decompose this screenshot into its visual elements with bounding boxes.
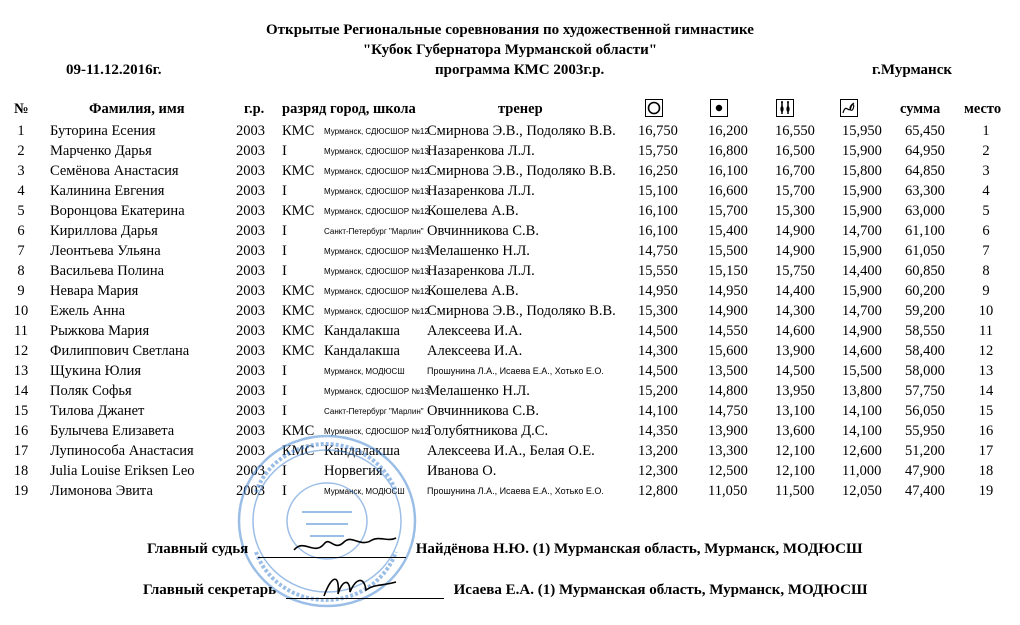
judge-signature — [290, 528, 400, 560]
cell-s2: 13,900 — [708, 423, 748, 439]
cell-rank: КМС — [282, 303, 315, 319]
cell-sum: 55,950 — [905, 423, 945, 439]
cell-num: 7 — [17, 243, 25, 259]
cell-name: Булычева Елизавета — [50, 423, 175, 439]
cell-city: Мурманск, МОДЮСШ — [324, 367, 405, 376]
cell-city: Мурманск, СДЮСШОР №13 — [324, 387, 429, 396]
cell-year: 2003 — [236, 323, 265, 339]
cell-s3: 13,100 — [775, 403, 815, 419]
cell-year: 2003 — [236, 123, 265, 139]
clubs-icon — [776, 99, 794, 117]
cell-s4: 15,900 — [842, 283, 882, 299]
cell-s3: 14,900 — [775, 223, 815, 239]
cell-sum: 60,850 — [905, 263, 945, 279]
cell-sum: 47,400 — [905, 483, 945, 499]
table-row — [0, 341, 1020, 361]
cell-city: Мурманск, СДЮСШОР №12 — [324, 127, 429, 136]
cell-name: Ежель Анна — [50, 303, 126, 319]
cell-place: 1 — [982, 123, 990, 139]
cell-s1: 16,100 — [638, 223, 678, 239]
cell-year: 2003 — [236, 363, 265, 379]
cell-sum: 58,000 — [905, 363, 945, 379]
cell-s4: 15,900 — [842, 243, 882, 259]
ball-icon — [710, 99, 728, 117]
chief-judge-line — [147, 541, 862, 558]
cell-rank: I — [282, 263, 287, 279]
cell-s1: 13,200 — [638, 443, 678, 459]
cell-s4: 11,000 — [842, 463, 882, 479]
cell-city: Мурманск, СДЮСШОР №13 — [324, 247, 429, 256]
cell-city: Кандалакша — [324, 323, 400, 339]
cell-s3: 13,600 — [775, 423, 815, 439]
cell-s1: 14,750 — [638, 243, 678, 259]
cell-place: 19 — [978, 483, 994, 499]
cell-name: Рыжкова Мария — [50, 323, 150, 339]
cell-s3: 14,300 — [775, 303, 815, 319]
cell-rank: I — [282, 223, 287, 239]
table-row — [0, 121, 1020, 141]
cell-city: Санкт-Петербург "Марлин" — [324, 227, 424, 236]
cell-s2: 12,500 — [708, 463, 748, 479]
cell-sum: 56,050 — [905, 403, 945, 419]
cell-s3: 12,100 — [775, 463, 815, 479]
table-row — [0, 281, 1020, 301]
cell-year: 2003 — [236, 383, 265, 399]
cell-year: 2003 — [236, 143, 265, 159]
cell-s1: 14,500 — [638, 363, 678, 379]
cell-year: 2003 — [236, 203, 265, 219]
col-sum: сумма — [900, 101, 941, 117]
cell-num: 2 — [17, 143, 25, 159]
ribbon-icon — [840, 99, 858, 117]
cell-s2: 15,500 — [708, 243, 748, 259]
col-coach: тренер — [498, 101, 543, 117]
cell-s3: 15,750 — [775, 263, 815, 279]
cell-coach: Прошунина Л.А., Исаева Е.А., Хотько Е.О. — [427, 366, 604, 376]
cell-sum: 61,050 — [905, 243, 945, 259]
cell-s3: 14,400 — [775, 283, 815, 299]
cell-city: Мурманск, СДЮСШОР №13 — [324, 147, 429, 156]
cell-s2: 16,200 — [708, 123, 748, 139]
cell-s3: 16,550 — [775, 123, 815, 139]
cell-coach: Кошелева А.В. — [427, 283, 519, 299]
cell-rank: КМС — [282, 123, 315, 139]
cell-name: Поляк Софья — [50, 383, 132, 399]
cell-place: 7 — [982, 243, 990, 259]
cell-s4: 12,050 — [842, 483, 882, 499]
cell-s4: 15,900 — [842, 203, 882, 219]
cell-coach: Алексеева И.А. — [427, 343, 523, 359]
cell-rank: КМС — [282, 283, 315, 299]
cell-place: 16 — [978, 423, 994, 439]
cell-s1: 15,100 — [638, 183, 678, 199]
cell-name: Невара Мария — [50, 283, 139, 299]
cell-city: Норвегия — [324, 463, 383, 479]
cell-num: 9 — [17, 283, 25, 299]
cell-year: 2003 — [236, 183, 265, 199]
cell-s1: 14,350 — [638, 423, 678, 439]
cell-s4: 14,100 — [842, 423, 882, 439]
cell-s4: 15,950 — [842, 123, 882, 139]
cell-s1: 15,200 — [638, 383, 678, 399]
cell-city: Мурманск, СДЮСШОР №13 — [324, 267, 429, 276]
table-row — [0, 181, 1020, 201]
table-row — [0, 161, 1020, 181]
cell-num: 10 — [13, 303, 29, 319]
col-year: г.р. — [244, 101, 265, 117]
cell-num: 6 — [17, 223, 25, 239]
cell-num: 14 — [13, 383, 29, 399]
cell-s4: 13,800 — [842, 383, 882, 399]
cell-sum: 58,550 — [905, 323, 945, 339]
cell-name: Калинина Евгения — [50, 183, 165, 199]
cell-coach: Назаренкова Л.Л. — [427, 183, 535, 199]
cell-num: 8 — [17, 263, 25, 279]
cell-s3: 14,600 — [775, 323, 815, 339]
cell-place: 17 — [978, 443, 994, 459]
cell-rank: КМС — [282, 343, 315, 359]
cell-name: Лимонова Эвита — [50, 483, 153, 499]
cell-place: 2 — [982, 143, 990, 159]
cell-s4: 15,800 — [842, 163, 882, 179]
cell-s2: 13,300 — [708, 443, 748, 459]
cell-rank: I — [282, 483, 287, 499]
cell-year: 2003 — [236, 243, 265, 259]
cell-city: Мурманск, СДЮСШОР №13 — [324, 187, 429, 196]
cell-s2: 14,750 — [708, 403, 748, 419]
cell-num: 12 — [13, 343, 29, 359]
cell-s3: 16,700 — [775, 163, 815, 179]
cell-year: 2003 — [236, 343, 265, 359]
table-row — [0, 241, 1020, 261]
cell-coach: Смирнова Э.В., Подоляко В.В. — [427, 163, 616, 179]
cell-city: Санкт-Петербург "Марлин" — [324, 407, 424, 416]
cell-num: 16 — [13, 423, 29, 439]
cell-s1: 15,550 — [638, 263, 678, 279]
cell-num: 1 — [17, 123, 25, 139]
cell-s2: 16,600 — [708, 183, 748, 199]
cell-year: 2003 — [236, 283, 265, 299]
cell-rank: КМС — [282, 203, 315, 219]
chief-secretary-label: Главный секретарь — [143, 582, 277, 598]
cell-s2: 15,600 — [708, 343, 748, 359]
cell-sum: 57,750 — [905, 383, 945, 399]
cell-num: 5 — [17, 203, 25, 219]
cell-coach: Кошелева А.В. — [427, 203, 519, 219]
cell-name: Леонтьева Ульяна — [50, 243, 161, 259]
cell-year: 2003 — [236, 163, 265, 179]
cell-s1: 14,500 — [638, 323, 678, 339]
table-header — [0, 101, 1020, 121]
table-row — [0, 261, 1020, 281]
cell-s4: 15,900 — [842, 143, 882, 159]
cell-s3: 15,300 — [775, 203, 815, 219]
cell-rank: КМС — [282, 423, 315, 439]
event-dates: 09-11.12.2016г. — [66, 62, 162, 78]
cell-s2: 13,500 — [708, 363, 748, 379]
cell-s1: 12,300 — [638, 463, 678, 479]
cell-s4: 14,700 — [842, 303, 882, 319]
col-place: место — [964, 101, 1002, 117]
cell-sum: 58,400 — [905, 343, 945, 359]
cell-s2: 14,800 — [708, 383, 748, 399]
cell-place: 18 — [978, 463, 994, 479]
cell-s1: 12,800 — [638, 483, 678, 499]
cell-s1: 14,100 — [638, 403, 678, 419]
table-row — [0, 461, 1020, 481]
cell-sum: 47,900 — [905, 463, 945, 479]
cell-name: Julia Louise Eriksen Leo — [50, 463, 195, 479]
chief-secretary-name: Исаева Е.А. (1) Мурманская область, Мурманск, МОДЮСШ — [453, 582, 868, 598]
cell-sum: 59,200 — [905, 303, 945, 319]
cell-s2: 14,550 — [708, 323, 748, 339]
chief-judge-label: Главный судья — [147, 541, 249, 557]
cell-s2: 15,400 — [708, 223, 748, 239]
cell-place: 9 — [982, 283, 990, 299]
cell-coach: Голубятникова Д.С. — [427, 423, 549, 439]
cell-sum: 64,850 — [905, 163, 945, 179]
col-name: Фамилия, имя — [89, 101, 185, 117]
cell-city: Мурманск, СДЮСШОР №12 — [324, 307, 429, 316]
cell-sum: 63,300 — [905, 183, 945, 199]
cell-name: Щукина Юлия — [50, 363, 142, 379]
cell-s3: 16,500 — [775, 143, 815, 159]
cell-sum: 61,100 — [905, 223, 945, 239]
cell-rank: I — [282, 363, 287, 379]
cell-s4: 14,900 — [842, 323, 882, 339]
table-row — [0, 421, 1020, 441]
cell-s2: 15,700 — [708, 203, 748, 219]
cell-rank: I — [282, 143, 287, 159]
cell-name: Семёнова Анастасия — [50, 163, 179, 179]
cell-coach: Алексеева И.А. — [427, 323, 523, 339]
cell-s2: 16,100 — [708, 163, 748, 179]
cell-place: 15 — [978, 403, 994, 419]
cell-place: 10 — [978, 303, 994, 319]
cell-num: 17 — [13, 443, 29, 459]
cell-s4: 14,600 — [842, 343, 882, 359]
cell-rank: КМС — [282, 443, 315, 459]
document-subtitle: "Кубок Губернатора Мурманской области" — [362, 42, 658, 58]
cell-place: 13 — [978, 363, 994, 379]
cell-place: 4 — [982, 183, 990, 199]
cell-coach: Овчинникова С.В. — [427, 223, 539, 239]
table-row — [0, 321, 1020, 341]
cell-name: Васильева Полина — [50, 263, 165, 279]
cell-coach: Алексеева И.А., Белая О.Е. — [427, 443, 595, 459]
cell-s4: 14,100 — [842, 403, 882, 419]
cell-num: 4 — [17, 183, 25, 199]
cell-coach: Мелашенко Н.Л. — [427, 383, 530, 399]
col-city: город, школа — [330, 101, 416, 117]
table-row — [0, 221, 1020, 241]
cell-coach: Овчинникова С.В. — [427, 403, 539, 419]
cell-name: Лупинособа Анастасия — [50, 443, 194, 459]
table-row — [0, 441, 1020, 461]
cell-year: 2003 — [236, 403, 265, 419]
cell-sum: 51,200 — [905, 443, 945, 459]
cell-city: Кандалакша — [324, 343, 400, 359]
cell-name: Тилова Джанет — [50, 403, 145, 419]
cell-name: Филиппович Светлана — [50, 343, 190, 359]
table-row — [0, 401, 1020, 421]
cell-place: 12 — [978, 343, 994, 359]
table-row — [0, 201, 1020, 221]
col-num: № — [14, 101, 29, 117]
cell-city: Мурманск, СДЮСШОР №12 — [324, 207, 429, 216]
cell-sum: 63,000 — [905, 203, 945, 219]
cell-year: 2003 — [236, 423, 265, 439]
cell-name: Марченко Дарья — [50, 143, 152, 159]
table-row — [0, 141, 1020, 161]
cell-coach: Прошунина Л.А., Исаева Е.А., Хотько Е.О. — [427, 486, 604, 496]
cell-rank: КМС — [282, 163, 315, 179]
cell-rank: I — [282, 243, 287, 259]
cell-s4: 14,700 — [842, 223, 882, 239]
cell-s3: 12,100 — [775, 443, 815, 459]
cell-coach: Смирнова Э.В., Подоляко В.В. — [427, 303, 616, 319]
cell-s1: 15,750 — [638, 143, 678, 159]
cell-year: 2003 — [236, 263, 265, 279]
cell-city: Мурманск, МОДЮСШ — [324, 487, 405, 496]
cell-coach: Иванова О. — [427, 463, 497, 479]
cell-s1: 16,100 — [638, 203, 678, 219]
hoop-icon — [645, 99, 663, 117]
cell-s3: 14,900 — [775, 243, 815, 259]
cell-coach: Назаренкова Л.Л. — [427, 143, 535, 159]
cell-city: Мурманск, СДЮСШОР №12 — [324, 287, 429, 296]
cell-s3: 15,700 — [775, 183, 815, 199]
chief-secretary-line — [143, 582, 867, 599]
cell-rank: I — [282, 383, 287, 399]
table-row — [0, 301, 1020, 321]
cell-year: 2003 — [236, 303, 265, 319]
cell-num: 19 — [13, 483, 29, 499]
cell-coach: Смирнова Э.В., Подоляко В.В. — [427, 123, 616, 139]
cell-year: 2003 — [236, 483, 265, 499]
table-row — [0, 481, 1020, 501]
cell-place: 3 — [982, 163, 990, 179]
table-row — [0, 361, 1020, 381]
document-title: Открытые Региональные соревнования по художественной гимнастике — [266, 22, 754, 38]
cell-place: 5 — [982, 203, 990, 219]
cell-num: 18 — [13, 463, 29, 479]
cell-name: Кириллова Дарья — [50, 223, 158, 239]
cell-s3: 11,500 — [775, 483, 815, 499]
cell-rank: I — [282, 183, 287, 199]
cell-s1: 16,250 — [638, 163, 678, 179]
chief-judge-name: Найдёнова Н.Ю. (1) Мурманская область, Мурманск, МОДЮСШ — [415, 541, 863, 557]
cell-s1: 16,750 — [638, 123, 678, 139]
cell-year: 2003 — [236, 443, 265, 459]
cell-place: 8 — [982, 263, 990, 279]
cell-s2: 15,150 — [708, 263, 748, 279]
cell-city: Мурманск, СДЮСШОР №12 — [324, 167, 429, 176]
col-rank: разряд — [282, 101, 327, 117]
cell-s3: 14,500 — [775, 363, 815, 379]
cell-place: 14 — [978, 383, 994, 399]
cell-place: 6 — [982, 223, 990, 239]
cell-city: Мурманск, СДЮСШОР №12 — [324, 427, 429, 436]
event-city: г.Мурманск — [872, 62, 953, 78]
cell-rank: I — [282, 403, 287, 419]
program-label: программа КМС 2003г.р. — [435, 62, 605, 78]
cell-s2: 11,050 — [708, 483, 748, 499]
cell-s3: 13,900 — [775, 343, 815, 359]
cell-sum: 64,950 — [905, 143, 945, 159]
cell-name: Воронцова Екатерина — [50, 203, 185, 219]
cell-s1: 14,950 — [638, 283, 678, 299]
cell-num: 13 — [13, 363, 29, 379]
cell-s1: 14,300 — [638, 343, 678, 359]
cell-num: 3 — [17, 163, 25, 179]
cell-coach: Назаренкова Л.Л. — [427, 263, 535, 279]
cell-rank: I — [282, 463, 287, 479]
cell-s3: 13,950 — [775, 383, 815, 399]
cell-coach: Мелашенко Н.Л. — [427, 243, 530, 259]
cell-s4: 14,400 — [842, 263, 882, 279]
cell-year: 2003 — [236, 463, 265, 479]
cell-s4: 12,600 — [842, 443, 882, 459]
cell-name: Буторина Есения — [50, 123, 156, 139]
cell-s1: 15,300 — [638, 303, 678, 319]
table-row — [0, 381, 1020, 401]
secretary-signature — [320, 570, 400, 606]
cell-city: Кандалакша — [324, 443, 400, 459]
cell-s2: 14,950 — [708, 283, 748, 299]
cell-s2: 16,800 — [708, 143, 748, 159]
cell-s2: 14,900 — [708, 303, 748, 319]
cell-s4: 15,900 — [842, 183, 882, 199]
cell-sum: 60,200 — [905, 283, 945, 299]
cell-sum: 65,450 — [905, 123, 945, 139]
cell-rank: КМС — [282, 323, 315, 339]
cell-num: 15 — [13, 403, 29, 419]
cell-num: 11 — [14, 323, 28, 339]
cell-s4: 15,500 — [842, 363, 882, 379]
cell-place: 11 — [979, 323, 993, 339]
cell-year: 2003 — [236, 223, 265, 239]
